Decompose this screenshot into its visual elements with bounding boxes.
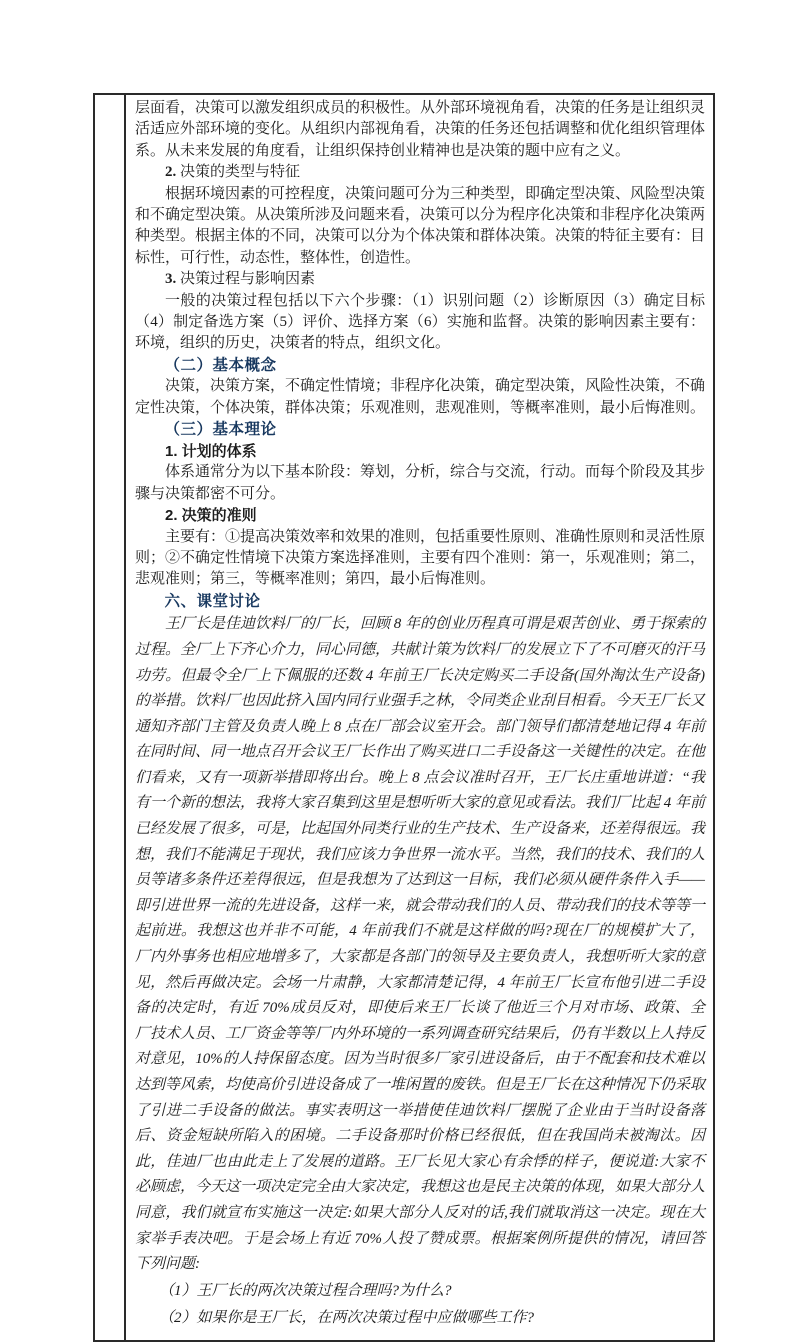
table-left-gutter-cell [95,95,126,1340]
lesson-plan-table [93,93,715,1342]
heading-decision-process-title: 决策过程与影响因素 [176,271,316,288]
paragraph-case-study: 王厂长是佳迪饮料厂的厂长，回顾 8 年的创业历程真可谓是艰苦创业、勇于探索的过程。全厂上下齐心介力，同心同德，共献计策为饮料厂的发展立下了不可磨灭的汗马功劳。但最令全厂上下佩服的还数 4 年前王厂长决定购买二手设备(国外淘汰生产设备)的举措。饮料厂也因此挤入国内同行业强手之林，令同类企业刮目相看。今天王厂长又通知齐部门主管及负责人晚上 8 点在厂部会议室开会。部门领导们都清楚地记得 4 年前在同时间、同一地点召开会议王厂长作出了购买进口二手设备这一关键性的决定。在他们看来，又有一项新举措即将出台。晚上 8 点会议准时召开，王厂长庄重地讲道：“我有一个新的想法，我将大家召集到这里是想听听大家的意见或看法。我们厂比起 4 年前已经发展了很多，可是，比起国外同类行业的生产技术、生产设备来，还差得很远。我想，我们不能满足于现状，我们应该力争世界一流水平。当然，我们的技术、我们的人员等诸多条件还差得很远，但是我想为了达到这一目标，我们必须从硬件条件入手——即引进世界一流的先进设备，这样一来，就会带动我们的人员、带动我们的技术等等一起前进。我想这也并非不可能，4 年前我们不就是这样做的吗?现在厂的规模扩大了，厂内外事务也相应地增多了，大家都是各部门的领导及主要负责人，我想听听大家的意见，然后再做决定。会场一片肃静，大家都清楚记得，4 年前王厂长宣布他引进二手设备的决定时，有近 70%成员反对，即使后来王厂长谈了他近三个月对市场、政策、全厂技术人员、工厂资金等等厂内外环境的一系列调查研究结果后，仍有半数以上人持反对意见，10%的人持保留态度。因为当时很多厂家引进设备后，由于不配套和技术难以达到等风索，均使高价引进设备成了一堆闲置的废铁。但是王厂长在这种情况下仍采取了引进二手设备的做法。事实表明这一举措使佳迪饮料厂摆脱了企业由于当时设备落后、资金短缺所陷入的困境。二手设备那时价格已经很低，但在我国尚未被淘汰。因此，佳迪厂也由此走上了发展的道路。王厂长见大家心有余悸的样子，便说道:大家不必顾虑，今天这一项决定完全由大家决定，我想这也是民主决策的体现，如果大部分人同意，我们就宣布实施这一决定:如果大部分人反对的话,我们就取消这一决定。现在大家举手表决吧。于是会场上有近 70%人投了赞成票。根据案例所提供的情况，请回答下列问题: [135,616,706,1273]
heading-plan-system: 1. 计划的体系 [165,442,257,460]
heading-decision-process-number: 3. [165,271,177,288]
heading-decision-types-number: 2. [165,164,177,181]
paragraph-plan-system: 体系通常分为以下基本阶段：筹划，分析，综合与交流，行动。而每个阶段及其步骤与决策都密不可分。 [135,464,706,502]
paragraph-decision-process: 一般的决策过程包括以下六个步骤：（1）识别问题（2）诊断原因（3）确定目标（4）制定备选方案（5）评价、选择方案（6）实施和监督。决策的影响因素主要有：环境，组织的历史，决策者的特点，组织文化。 [135,292,705,352]
paragraph-basic-concepts: 决策，决策方案，不确定性情境；非程序化决策，确定型决策，风险性决策，不确定性决策，个体决策，群体决策；乐观准则，悲观准则，等概率准则，最小后悔准则。 [135,378,706,416]
heading-class-discussion: 六、课堂讨论 [164,592,261,610]
paragraph-decision-tasks: 层面看，决策可以激发组织成员的积极性。从外部环境视角看，决策的任务是让组织灵活适应外部环境的变化。从组织内部视角看，决策的任务还包括调整和优化组织管理体系。从未来发展的角度看，让组织保持创业精神也是决策的题中应有之义。 [135,100,706,159]
heading-decision-types-title: 决策的类型与特征 [176,164,301,181]
paragraph-decision-types: 根据环境因素的可控程度，决策问题可分为三种类型，即确定型决策、风险型决策和不确定型决策。从决策所涉及问题来看，决策可以分为程序化决策和非程序化决策两种类型。根据主体的不同，决策可以分为个体决策和群体决策。决策的特征主要有：目标性，可行性，动态性，整体性，创造性。 [135,185,706,266]
question-2: （2）如果你是王厂长，在两次决策过程中应做哪些工作? [159,1309,535,1326]
content-cell [126,95,713,1340]
heading-decision-criteria: 2. 决策的准则 [165,507,257,525]
heading-basic-theory: （三）基本理论 [164,421,277,439]
heading-decision-process [135,269,705,290]
heading-basic-concepts: （二）基本概念 [164,356,277,374]
paragraph-decision-criteria: 主要有：①提高决策效率和效果的准则，包括重要性原则、准确性原则和灵活性原则；②不确定性情境下决策方案选择准则，主要有四个准则：第一，乐观准则；第二，悲观准则；第三，等概率准则；第四，最小后悔准则。 [135,528,706,588]
question-1: （1）王厂长的两次决策过程合理吗?为什么? [159,1282,452,1299]
heading-decision-types [135,162,705,183]
